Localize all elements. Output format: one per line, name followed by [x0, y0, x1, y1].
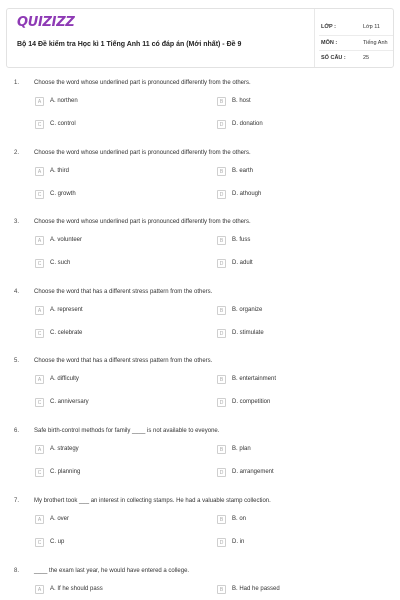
option-letter-box: C [35, 398, 44, 407]
option-text: B. on [232, 516, 247, 522]
option-text: C. growth [50, 191, 76, 197]
option-text: A. over [50, 516, 70, 522]
option-letter-box: C [35, 538, 44, 547]
question-number: 1. [14, 80, 20, 86]
meta-subject-value: Tiếng Anh [363, 40, 388, 46]
option-letter-box: D [217, 259, 226, 268]
option-letter-box: D [217, 468, 226, 477]
quizizz-logo: QUIZIZZ [17, 15, 75, 30]
option-text: B. organize [232, 307, 263, 313]
option-letter-box: B [217, 445, 226, 454]
meta-class-label: LỚP : [321, 24, 336, 30]
option-letter-box: C [35, 190, 44, 199]
question-text: ____ the exam last year, he would have entered a college. [34, 568, 190, 574]
question-text: Choose the word whose underlined part is pronounced differently from the others. [34, 80, 251, 86]
question-text: Choose the word whose underlined part is pronounced differently from the others. [34, 150, 251, 156]
option-letter-box: B [217, 306, 226, 315]
option-letter-box: A [35, 236, 44, 245]
option-text: D. stimulate [232, 330, 264, 336]
question-number: 6. [14, 428, 20, 434]
question-number: 4. [14, 289, 20, 295]
option-text: D. in [232, 539, 245, 545]
question-number: 3. [14, 219, 20, 225]
option-text: C. anniversary [50, 399, 89, 405]
option-text: C. planning [50, 469, 81, 475]
option-letter-box: A [35, 167, 44, 176]
option-text: B. entertainment [232, 376, 277, 382]
page-title: Bộ 14 Đề kiểm tra Học kì 1 Tiếng Anh 11 có đáp án (Mới nhất) - Đề 9 [17, 41, 242, 48]
option-letter-box: B [217, 515, 226, 524]
option-text: D. arrangement [232, 469, 274, 475]
option-letter-box: B [217, 236, 226, 245]
option-text: A. difficulty [50, 376, 79, 382]
meta-subject-label: MÔN : [321, 40, 338, 46]
question-text: Choose the word that has a different stress pattern from the others. [34, 358, 213, 364]
option-letter-box: D [217, 538, 226, 547]
option-letter-box: B [217, 585, 226, 594]
option-text: A. volunteer [50, 237, 83, 243]
question-number: 2. [14, 150, 20, 156]
option-text: D. adult [232, 260, 253, 266]
option-letter-box: D [217, 329, 226, 338]
question-text: My brothert took ___ an interest in collecting stamps. He had a valuable stamp collection. [34, 498, 271, 504]
worksheet-header [6, 8, 394, 68]
question-text: Choose the word whose underlined part is pronounced differently from the others. [34, 219, 251, 225]
option-text: C. celebrate [50, 330, 83, 336]
meta-count-value: 25 [363, 55, 370, 61]
option-letter-box: D [217, 190, 226, 199]
option-letter-box: A [35, 445, 44, 454]
option-letter-box: A [35, 97, 44, 106]
meta-class-value: Lớp 11 [363, 24, 380, 30]
meta-separator [319, 35, 393, 36]
option-letter-box: A [35, 306, 44, 315]
option-text: B. host [232, 98, 251, 104]
question-number: 5. [14, 358, 20, 364]
header-divider [314, 9, 315, 67]
option-letter-box: C [35, 259, 44, 268]
option-text: A. If he should pass [50, 586, 103, 592]
option-letter-box: A [35, 585, 44, 594]
option-letter-box: A [35, 375, 44, 384]
option-text: C. up [50, 539, 65, 545]
option-text: A. third [50, 168, 70, 174]
meta-count-label: SỐ CÂU : [321, 55, 346, 61]
option-text: C. control [50, 121, 76, 127]
question-text: Safe birth-control methods for family ____ is not available to eveyone. [34, 428, 220, 434]
option-text: B. plan [232, 446, 251, 452]
option-text: C. such [50, 260, 71, 266]
option-letter-box: C [35, 468, 44, 477]
option-text: B. Had he passed [232, 586, 280, 592]
option-text: D. donation [232, 121, 263, 127]
option-letter-box: C [35, 120, 44, 129]
option-text: D. competition [232, 399, 271, 405]
question-number: 8. [14, 568, 20, 574]
option-text: A. strategy [50, 446, 79, 452]
option-text: B. earth [232, 168, 254, 174]
meta-separator [319, 50, 393, 51]
option-text: A. represent [50, 307, 83, 313]
option-text: A. northen [50, 98, 78, 104]
option-letter-box: B [217, 375, 226, 384]
option-letter-box: B [217, 97, 226, 106]
option-letter-box: D [217, 120, 226, 129]
option-letter-box: D [217, 398, 226, 407]
option-letter-box: B [217, 167, 226, 176]
option-letter-box: C [35, 329, 44, 338]
option-text: B. fuss [232, 237, 251, 243]
option-text: D. athough [232, 191, 262, 197]
question-number: 7. [14, 498, 20, 504]
question-text: Choose the word that has a different stress pattern from the others. [34, 289, 213, 295]
option-letter-box: A [35, 515, 44, 524]
